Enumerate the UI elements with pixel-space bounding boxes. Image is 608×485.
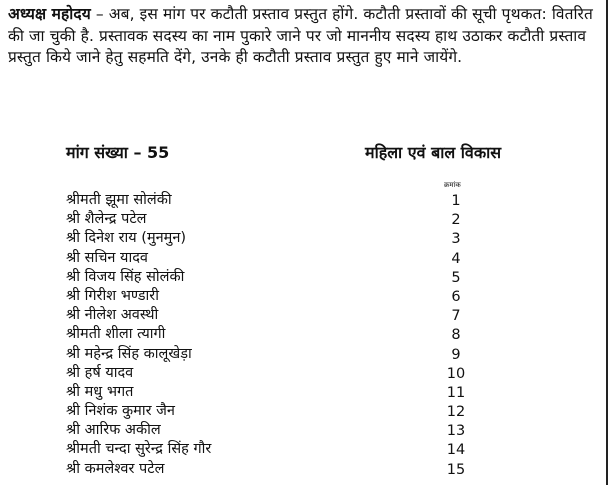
list-item [66,268,486,287]
member-name: श्री मधु भगत [66,383,134,400]
list-item [66,210,486,229]
list-item [66,345,486,364]
list-item [66,191,486,210]
list-item [66,229,486,248]
member-serial: 13 [446,423,466,440]
member-serial: 6 [451,288,461,305]
member-serial: 7 [451,308,461,325]
members-list [66,191,486,479]
member-name: श्री विजय सिंह सोलंकी [66,268,185,285]
list-item [66,421,486,440]
list-item [66,287,486,306]
member-serial: 15 [446,461,466,478]
intro-text: – अब, इस मांग पर कटौती प्रस्ताव प्रस्तुत होंगे. कटौती प्रस्तावों की सूची पृथकत: वितरित की जा चुकी है. प्रस्तावक सदस्य का नाम पुकारे जाने पर जो माननीय सदस्य हाथ उठाकर कटौती प्रस्ताव प्रस्तुत किये जाने हेतु सहमति देंगे, उनके ही कटौती प्रस्ताव प्रस्तुत हुए माने जायेंगे. [8,5,593,66]
member-name: श्री महेन्द्र सिंह कालूखेड़ा [66,345,192,362]
list-item [66,440,486,459]
member-name: श्री गिरीश भण्डारी [66,287,159,304]
list-item [66,402,486,421]
member-serial: 10 [446,365,466,382]
member-serial: 8 [451,327,461,344]
member-serial: 5 [451,269,461,286]
member-name: श्री दिनेश राय (मुनमुन) [66,230,187,247]
list-item [66,249,486,268]
member-name: श्रीमती चन्दा सुरेन्द्र सिंह गौर [66,441,212,458]
serial-column-header: क्रमांक [444,181,461,189]
member-name: श्री सचिन यादव [66,249,148,266]
intro-paragraph [8,4,596,69]
list-item [66,383,486,402]
speaker-label: अध्यक्ष महोदय [8,5,91,23]
member-name: श्रीमती झूमा सोलंकी [66,192,172,208]
member-name: श्री हर्ष यादव [66,364,134,381]
member-serial: 1 [451,193,461,209]
member-name: श्री शैलेन्द्र पटेल [66,211,147,228]
list-item [66,460,486,479]
member-name: श्री नीलेश अवस्थी [66,307,159,324]
list-item [66,364,486,383]
member-name: श्री आरिफ अकील [66,422,161,439]
member-name: श्रीमती शीला त्यागी [66,326,166,343]
member-serial: 11 [446,384,466,401]
demand-title: महिला एवं बाल विकास [365,143,502,162]
member-serial: 3 [451,231,461,248]
member-serial: 4 [451,250,461,267]
member-serial: 2 [451,212,461,229]
member-serial: 12 [446,404,466,421]
member-serial: 14 [446,442,466,459]
member-serial: 9 [451,346,461,363]
member-name: श्री कमलेश्वर पटेल [66,460,165,477]
list-item [66,306,486,325]
demand-number: मांग संख्या – 55 [66,143,170,162]
member-name: श्री निशंक कुमार जैन [66,403,175,420]
list-item [66,325,486,344]
